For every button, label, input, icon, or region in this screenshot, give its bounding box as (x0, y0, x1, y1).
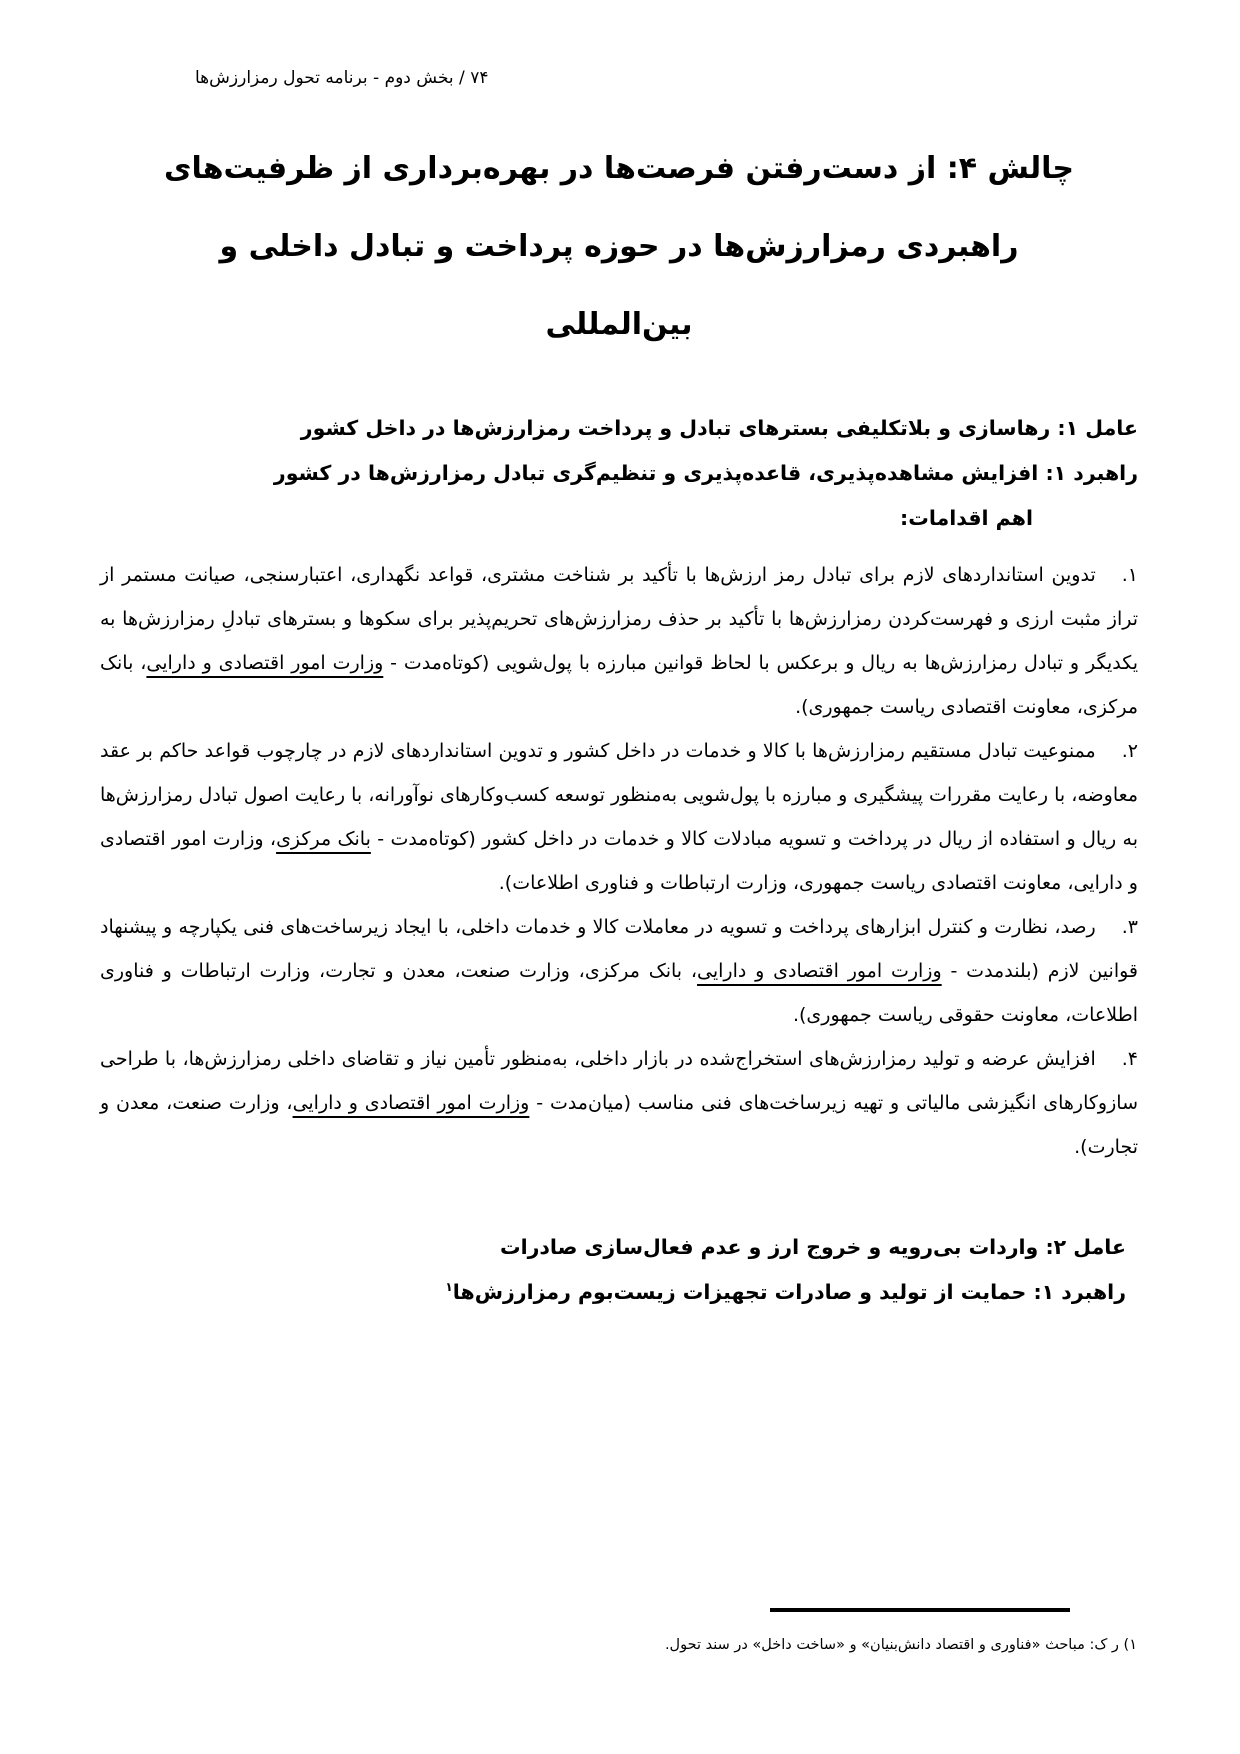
action-item (100, 729, 1138, 905)
actions-list (100, 553, 1138, 1169)
challenge-title (100, 130, 1138, 364)
action-item-text: ، بانک مرکزی، وزارت صنعت، معدن و تجارت، وزارت ارتباطات و فناوری اطلاعات، معاونت حقوقی ریاست جمهوری). (100, 960, 1138, 1026)
lead-organization-underlined: وزارت امور اقتصادی و دارایی (146, 652, 384, 674)
action-item-number: ۴. (1121, 1048, 1138, 1070)
lead-organization-underlined: وزارت امور اقتصادی و دارایی (292, 1092, 530, 1114)
action-item-text: ، وزارت صنعت، معدن و تجارت). (100, 1092, 1138, 1158)
action-item (100, 1037, 1138, 1169)
action-item (100, 905, 1138, 1037)
title-line-1: چالش ۴: از دست‌رفتن فرصت‌ها در بهره‌برداری از ظرفیت‌های (163, 151, 1075, 186)
running-header: ۷۴ / بخش دوم - برنامه تحول رمزارزش‌ها (195, 68, 489, 88)
action-item-number: ۳. (1121, 916, 1138, 938)
footnote-reference-mark: ۱ (445, 1280, 453, 1295)
lead-organization-underlined: بانک مرکزی (276, 828, 371, 850)
footnote-text: ۱) ر ک: مباحث «فناوری و اقتصاد دانش‌بنیان» و «ساخت داخل» در سند تحول. (664, 1637, 1137, 1653)
action-item (100, 553, 1138, 729)
action-item-text: ، بانک مرکزی، معاونت اقتصادی ریاست جمهوری). (100, 652, 1138, 718)
factor1-title: عامل ۱: رهاسازی و بلاتکلیفی بسترهای تبادل و پرداخت رمزارزش‌ها در داخل کشور (300, 416, 1138, 440)
factor1-heading-block (100, 406, 1138, 541)
action-item-text: رصد، نظارت و کنترل ابزارهای پرداخت و تسویه در معاملات کالا و خدمات داخلی، با ایجاد زیرساخت‌های فنی یکپارچه و پیشنهاد قوانین لازم (بلندمدت - (100, 916, 1139, 982)
lead-organization-underlined: وزارت امور اقتصادی و دارایی (697, 960, 942, 982)
action-item-text: ممنوعیت تبادل مستقیم رمزارزش‌ها با کالا و خدمات در داخل کشور و تدوین استانداردهای لازم در چارچوب قواعد حاکم بر عقد معاوضه، با رعایت مقررات پیشگیری و مبارزه با پول‌شویی به‌منظور توسعه کسب‌وکارهای نوآورانه، با رعایت اصول تبادل رمزارزش‌ها به ریال و استفاده از ریال در پرداخت و تسویه مبادلات کالا و خدمات در داخل کشور (کوتاه‌مدت - (100, 740, 1138, 850)
action-item-text: تدوین استانداردهای لازم برای تبادل رمز ارزش‌ها با تأکید بر شناخت مشتری، قواعد نگهداری، اعتبارسنجی، صیانت مستمر از تراز مثبت ارزی و فهرست‌کردن رمزارزش‌ها با تأکید بر حذف رمزارزش‌های تحریم‌پذیر برای سکوها و بسترهای تبادلِ رمزارزش‌ها به یکدیگر و تبادل رمزارزش‌ها به ریال و برعکس با لحاظ قوانین مبارزه با پول‌شویی (کوتاه‌مدت - (100, 564, 1139, 674)
key-actions-label: اهم اقدامات: (900, 506, 1033, 530)
footnote-separator-line (770, 1608, 1070, 1612)
title-line-2: راهبردی رمزارزش‌ها در حوزه پرداخت و تبادل داخلی و (219, 229, 1019, 264)
action-item-text: افزایش عرضه و تولید رمزارزش‌های استخراج‌شده در بازار داخلی، به‌منظور تأمین نیاز و تقاضای داخلی رمزارزش‌ها، با طراحی سازوکارهای انگیزشی مالیاتی و تهیه زیرساخت‌های فنی مناسب (میان‌مدت - (100, 1048, 1138, 1114)
factor2-strategy (110, 1270, 1138, 1315)
action-item-text: ، وزارت امور اقتصادی و دارایی، معاونت اقتصادی ریاست جمهوری، وزارت ارتباطات و فناوری اطلاعات). (100, 828, 1138, 894)
factor2-title: عامل ۲: واردات بی‌رویه و خروج ارز و عدم فعال‌سازی صادرات (499, 1235, 1126, 1259)
factor2-strategy-text: راهبرد ۱: حمایت از تولید و صادرات تجهیزات زیست‌بوم رمزارزش‌ها (452, 1280, 1126, 1304)
factor2-heading-block (100, 1225, 1138, 1315)
action-item-number: ۲. (1121, 740, 1138, 762)
factor1-strategy: راهبرد ۱: افزایش مشاهده‌پذیری، قاعده‌پذیری و تنظیم‌گری تبادل رمزارزش‌ها در کشور (273, 461, 1138, 485)
title-line-3: بین‌المللی (545, 307, 693, 342)
action-item-number: ۱. (1121, 564, 1138, 586)
